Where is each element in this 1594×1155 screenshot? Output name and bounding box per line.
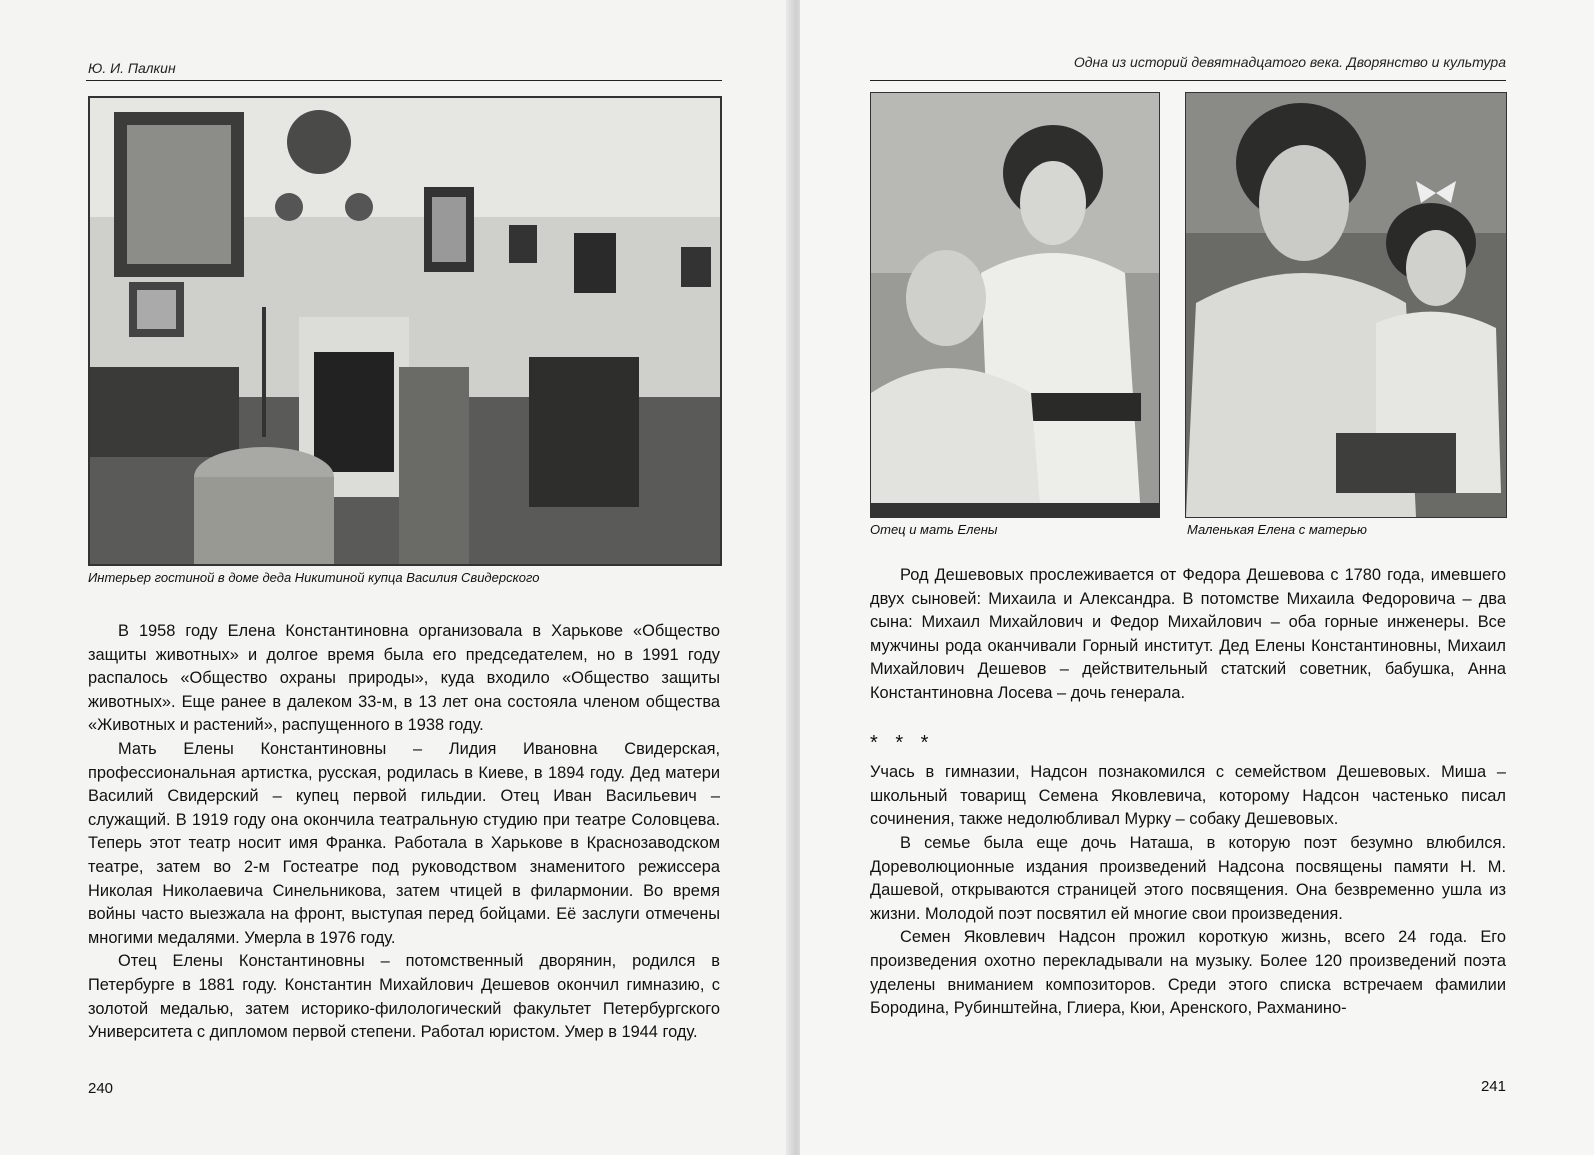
mother-daughter-photo [1185,92,1507,518]
photo-caption: Интерьер гостиной в доме деда Никитиной купца Василия Свидерского [88,570,540,585]
right-page [800,0,1594,1155]
left-page [0,0,790,1155]
paragraph: Род Дешевовых прослеживается от Федора Дешевова с 1780 года, имевшего двух сыновей: Михаила и Александра. В потомстве Михаила Федоровича – два сына: Михаил Михайлович и Федор Михайлович – оба горные инженеры. Все мужчины рода оканчивали Горный институт. Дед Елены Константиновны, Михаил Михайлович Дешевов – действительный статский советник, бабушка, Анна Константиновна Лосева – дочь генерала. [870,566,1506,702]
paragraph: Отец Елены Константиновны – потомственный дворянин, родился в Петербурге в 1881 году. Константин Михайлович Дешевов окончил гимназию, с золотой медалью, затем историко-филологический факультет Петербургского Университета с дипломом первой степени. Работал юристом. Умер в 1944 году. [88,952,720,1042]
running-header-author: Ю. И. Палкин [88,60,176,76]
paragraph: Семен Яковлевич Надсон прожил короткую жизнь, всего 24 года. Его произведения охотно перекладывали на музыку. Более 120 произведений поэта уделены вниманием композиторов. Среди этого списка встречаем фамилии Бородина, Рубинштейна, Глиера, Кюи, Аренского, Рахманино- [870,928,1506,1018]
paragraph: Учась в гимназии, Надсон познакомился с семейством Дешевовых. Миша – школьный товарищ Семена Яковлевича, которому Надсон частенько писал сочинения, также недолюбливал Мурку – собаку Дешевовых. [870,763,1506,829]
section-divider: * * * [870,731,935,754]
paragraph: В 1958 году Елена Константиновна организовала в Харькове «Общество защиты животных» и долгое время была его председателем, но в 1991 году распалось «Общество охраны природы», куда входило «Общество защиты животных». Еще ранее в далеком 33-м, в 13 лет она состояла членом общества «Животных и растений», распущенного в 1938 году. [88,622,720,735]
caption-parents: Отец и мать Елены [870,522,998,537]
paragraph: Мать Елены Константиновны – Лидия Ивановна Свидерская, профессиональная артистка, русская, родилась в Киеве, в 1894 году. Дед матери Василий Свидерский – купец первой гильдии. Отец Иван Васильевич – служащий. В 1919 году она окончила театральную студию при театре Соловцева. Теперь этот театр носит имя Франка. Работала в Харькове в Краснозаводском театре, затем во 2-м Гостеатре под руководством знаменитого режиссера Николая Николаевича Синельникова, затем чтицей в филармонии. Во время войны часто выезжала на фронт, выступая перед бойцами. Её заслуги отмечены многими медалями. Умерла в 1976 году. [88,739,720,947]
page-number: 240 [88,1080,114,1097]
left-body-text [88,620,720,1045]
running-header-title: Одна из историй девятнадцатого века. Дворянство и культура [1073,54,1506,70]
caption-mother-daughter: Маленькая Елена с матерью [1187,522,1367,537]
paragraph: В семье была еще дочь Наташа, в которую поэт безумно влюбился. Дореволюционные издания произведений Надсона посвящены памяти Н. М. Дашевой, открываются страницей этого посвящения. Она безвременно ушла из жизни. Молодой поэт посвятил ей многие свои произведения. [870,833,1506,923]
header-rule [86,80,722,81]
header-rule [870,80,1506,81]
parents-photo [870,92,1160,518]
living-room-photo [88,96,722,566]
page-number: 241 [1480,1078,1506,1095]
right-body-text [870,564,1506,1021]
